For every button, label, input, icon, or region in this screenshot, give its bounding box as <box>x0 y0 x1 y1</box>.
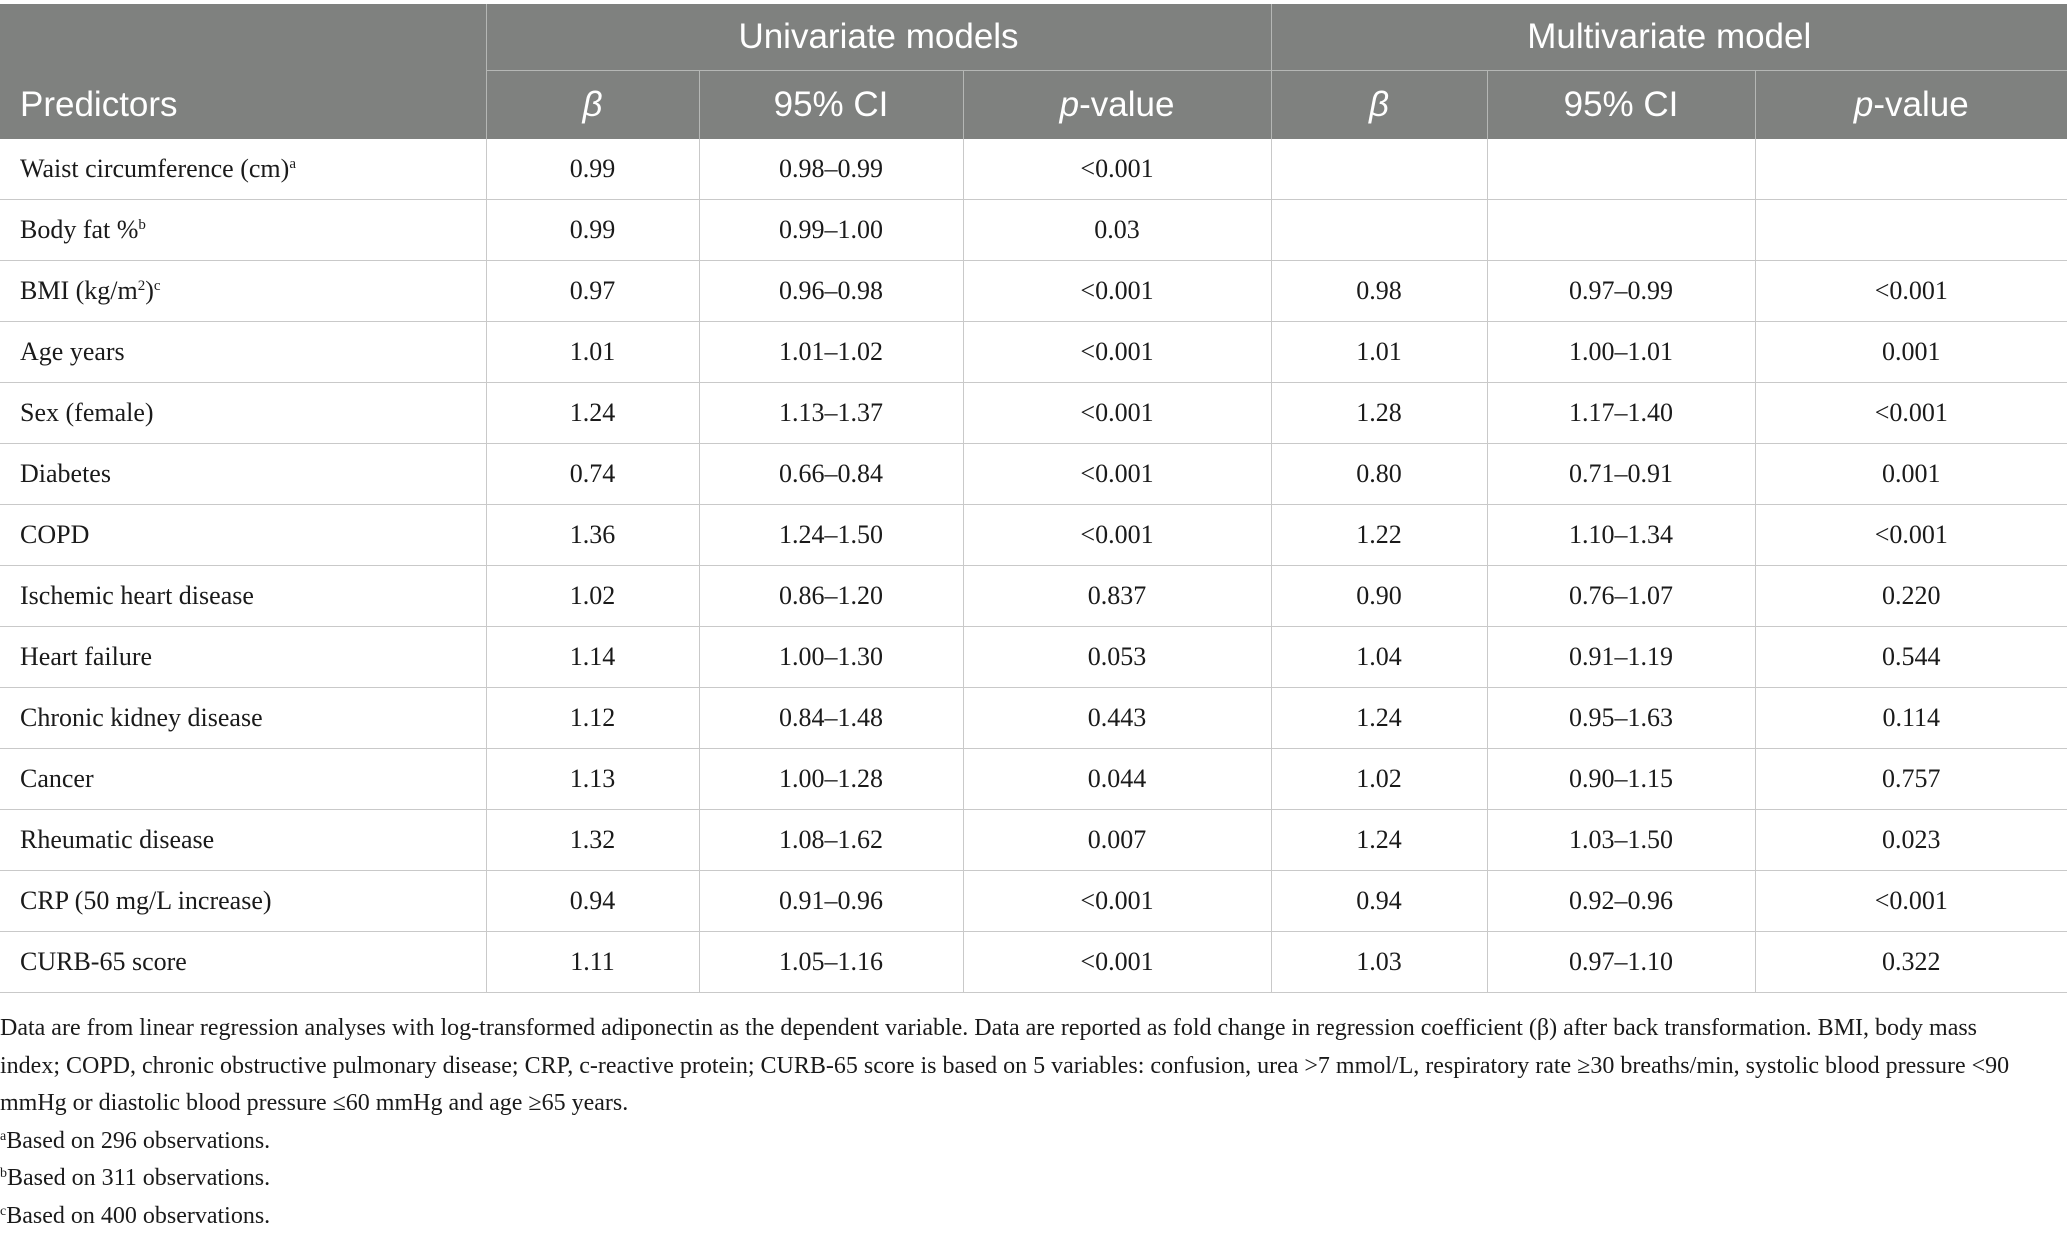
predictor-cell <box>0 932 486 993</box>
univariate-ci-cell: 1.01–1.02 <box>699 322 963 383</box>
footnote-text: Based on 311 observations. <box>7 1165 271 1191</box>
predictor-label: BMI (kg/m <box>20 276 138 305</box>
table-row <box>0 871 2067 932</box>
footnote-text: Based on 400 observations. <box>6 1202 271 1229</box>
predictor-cell <box>0 444 486 505</box>
table-body <box>0 139 2067 993</box>
univariate-ci-cell: 1.00–1.28 <box>699 749 963 810</box>
univariate-p-cell: 0.044 <box>963 749 1271 810</box>
predictor-label: Cancer <box>20 764 94 793</box>
multivariate-beta-cell: 1.24 <box>1271 810 1487 871</box>
univariate-p-cell: <0.001 <box>963 383 1271 444</box>
multivariate-beta-cell: 1.04 <box>1271 627 1487 688</box>
univariate-ci-cell: 1.05–1.16 <box>699 932 963 993</box>
multivariate-p-cell: <0.001 <box>1755 505 2067 566</box>
multivariate-beta-cell: 1.03 <box>1271 932 1487 993</box>
multivariate-ci-cell <box>1487 200 1755 261</box>
multivariate-p-cell: 0.220 <box>1755 566 2067 627</box>
multivariate-beta-header: β <box>1271 71 1487 140</box>
univariate-p-cell: 0.443 <box>963 688 1271 749</box>
predictor-label: Body fat % <box>20 215 139 244</box>
footnote <box>0 1160 2030 1198</box>
univariate-p-cell: <0.001 <box>963 871 1271 932</box>
predictor-label: Chronic kidney disease <box>20 703 263 732</box>
multivariate-ci-cell: 1.10–1.34 <box>1487 505 1755 566</box>
p-letter: p <box>1059 85 1080 124</box>
multivariate-ci-cell: 0.71–0.91 <box>1487 444 1755 505</box>
predictor-label: COPD <box>20 520 90 549</box>
p-letter: p <box>1853 85 1874 124</box>
univariate-ci-cell: 0.84–1.48 <box>699 688 963 749</box>
univariate-p-cell: <0.001 <box>963 261 1271 322</box>
predictor-cell <box>0 627 486 688</box>
predictor-label: Waist circumference (cm) <box>20 154 290 183</box>
footnote-marker: c <box>153 278 161 294</box>
predictor-label: CRP (50 mg/L increase) <box>20 886 272 915</box>
univariate-ci-cell: 0.86–1.20 <box>699 566 963 627</box>
multivariate-beta-cell <box>1271 139 1487 200</box>
notes-main: Data are from linear regression analyses with log-transformed adiponectin as the dependent variable. Data are reported as fold change in regression coefficient (β) after back transformation. BMI, body mass index; COPD, chronic obstructive pulmonary disease; CRP, c-reactive protein; CURB-65 score is based on 5 variables: confusion, urea >7 mmol/L, respiratory rate ≥30 breaths/min, systolic blood pressure <90 mmHg or diastolic blood pressure ≤60 mmHg and age ≥65 years. <box>0 1015 2010 1116</box>
univariate-ci-cell: 0.96–0.98 <box>699 261 963 322</box>
univariate-ci-cell: 1.13–1.37 <box>699 383 963 444</box>
multivariate-beta-cell: 0.94 <box>1271 871 1487 932</box>
univariate-beta-cell: 1.02 <box>486 566 699 627</box>
predictor-cell <box>0 322 486 383</box>
footnote-marker: b <box>138 217 146 233</box>
multivariate-ci-cell: 1.03–1.50 <box>1487 810 1755 871</box>
multivariate-p-cell: 0.757 <box>1755 749 2067 810</box>
multivariate-ci-cell: 0.92–0.96 <box>1487 871 1755 932</box>
predictor-cell <box>0 688 486 749</box>
footnotes-list <box>0 1123 2030 1236</box>
predictor-cell <box>0 139 486 200</box>
univariate-ci-header: 95% CI <box>699 71 963 140</box>
predictor-cell <box>0 749 486 810</box>
univariate-ci-cell: 0.98–0.99 <box>699 139 963 200</box>
multivariate-ci-cell: 0.76–1.07 <box>1487 566 1755 627</box>
predictor-label: Heart failure <box>20 642 153 671</box>
univariate-p-cell: 0.03 <box>963 200 1271 261</box>
multivariate-beta-cell: 1.28 <box>1271 383 1487 444</box>
predictors-header: Predictors <box>0 71 486 140</box>
regression-table <box>0 4 2067 993</box>
multivariate-p-cell: 0.001 <box>1755 322 2067 383</box>
multivariate-p-cell: <0.001 <box>1755 383 2067 444</box>
footnote-mark: b <box>0 1166 7 1181</box>
univariate-beta-cell: 0.94 <box>486 871 699 932</box>
predictor-label: Sex (female) <box>20 398 154 427</box>
univariate-beta-cell: 1.12 <box>486 688 699 749</box>
predictor-label: CURB-65 score <box>20 947 187 976</box>
univariate-p-cell: <0.001 <box>963 505 1271 566</box>
univariate-ci-cell: 1.00–1.30 <box>699 627 963 688</box>
multivariate-ci-header: 95% CI <box>1487 71 1755 140</box>
univariate-ci-cell: 1.24–1.50 <box>699 505 963 566</box>
multivariate-p-cell: 0.544 <box>1755 627 2067 688</box>
predictor-label: Age years <box>20 337 125 366</box>
predictor-cell <box>0 383 486 444</box>
predictor-label: Ischemic heart disease <box>20 581 254 610</box>
predictor-label: Diabetes <box>20 459 111 488</box>
table-row <box>0 383 2067 444</box>
table-row <box>0 200 2067 261</box>
multivariate-beta-cell: 1.24 <box>1271 688 1487 749</box>
univariate-ci-cell: 0.66–0.84 <box>699 444 963 505</box>
multivariate-p-cell: 0.114 <box>1755 688 2067 749</box>
multivariate-p-cell: 0.001 <box>1755 444 2067 505</box>
multivariate-p-cell: <0.001 <box>1755 871 2067 932</box>
footnote <box>0 1198 2030 1236</box>
univariate-p-cell: 0.053 <box>963 627 1271 688</box>
univariate-p-cell: <0.001 <box>963 322 1271 383</box>
multivariate-beta-cell: 1.01 <box>1271 322 1487 383</box>
univariate-beta-cell: 1.11 <box>486 932 699 993</box>
univariate-ci-cell: 0.99–1.00 <box>699 200 963 261</box>
multivariate-p-header <box>1755 71 2067 140</box>
unit-superscript: 2 <box>137 278 146 294</box>
univariate-beta-cell: 1.14 <box>486 627 699 688</box>
column-header-row <box>0 71 2067 140</box>
multivariate-p-cell: 0.023 <box>1755 810 2067 871</box>
univariate-beta-cell: 1.36 <box>486 505 699 566</box>
multivariate-ci-cell: 0.95–1.63 <box>1487 688 1755 749</box>
multivariate-p-cell: 0.322 <box>1755 932 2067 993</box>
predictor-label: Rheumatic disease <box>20 825 215 854</box>
univariate-ci-cell: 1.08–1.62 <box>699 810 963 871</box>
multivariate-ci-cell: 1.17–1.40 <box>1487 383 1755 444</box>
multivariate-p-cell: <0.001 <box>1755 261 2067 322</box>
p-suffix: -value <box>1079 85 1175 124</box>
predictor-cell <box>0 505 486 566</box>
table-row <box>0 322 2067 383</box>
predictor-cell <box>0 261 486 322</box>
multivariate-ci-cell: 0.97–0.99 <box>1487 261 1755 322</box>
univariate-beta-cell: 0.99 <box>486 200 699 261</box>
multivariate-beta-cell <box>1271 200 1487 261</box>
multivariate-beta-cell: 0.98 <box>1271 261 1487 322</box>
multivariate-ci-cell <box>1487 139 1755 200</box>
predictor-cell <box>0 871 486 932</box>
table-row <box>0 139 2067 200</box>
multivariate-beta-cell: 1.02 <box>1271 749 1487 810</box>
regression-table-container <box>0 4 2067 993</box>
table-row <box>0 444 2067 505</box>
footnote-mark: c <box>0 1203 7 1219</box>
univariate-ci-cell: 0.91–0.96 <box>699 871 963 932</box>
multivariate-ci-cell: 1.00–1.01 <box>1487 322 1755 383</box>
table-row <box>0 505 2067 566</box>
group-header-row <box>0 4 2067 71</box>
table-row <box>0 627 2067 688</box>
predictor-cell <box>0 810 486 871</box>
group-header-spacer <box>0 4 486 71</box>
predictor-cell <box>0 566 486 627</box>
univariate-p-cell: 0.837 <box>963 566 1271 627</box>
multivariate-ci-cell: 0.97–1.10 <box>1487 932 1755 993</box>
univariate-p-cell: <0.001 <box>963 444 1271 505</box>
table-row <box>0 810 2067 871</box>
univariate-p-cell: <0.001 <box>963 139 1271 200</box>
univariate-p-cell: 0.007 <box>963 810 1271 871</box>
table-row <box>0 749 2067 810</box>
table-row <box>0 566 2067 627</box>
multivariate-p-cell <box>1755 200 2067 261</box>
multivariate-beta-cell: 1.22 <box>1271 505 1487 566</box>
footnote-mark: a <box>0 1128 7 1144</box>
multivariate-beta-cell: 0.90 <box>1271 566 1487 627</box>
table-row <box>0 261 2067 322</box>
predictor-cell <box>0 200 486 261</box>
table-row <box>0 688 2067 749</box>
univariate-beta-header: β <box>486 71 699 140</box>
univariate-beta-cell: 1.24 <box>486 383 699 444</box>
univariate-group-header: Univariate models <box>486 4 1271 71</box>
table-notes <box>0 1010 2030 1235</box>
univariate-beta-cell: 0.99 <box>486 139 699 200</box>
multivariate-group-header: Multivariate model <box>1271 4 2067 71</box>
multivariate-p-cell <box>1755 139 2067 200</box>
univariate-p-header <box>963 71 1271 140</box>
multivariate-ci-cell: 0.91–1.19 <box>1487 627 1755 688</box>
multivariate-beta-cell: 0.80 <box>1271 444 1487 505</box>
footnote <box>0 1123 2030 1161</box>
footnote-text: Based on 296 observations. <box>6 1127 271 1154</box>
univariate-beta-cell: 0.74 <box>486 444 699 505</box>
univariate-beta-cell: 1.32 <box>486 810 699 871</box>
univariate-beta-cell: 1.13 <box>486 749 699 810</box>
footnote-marker: a <box>289 156 296 172</box>
p-suffix: -value <box>1873 85 1969 124</box>
multivariate-ci-cell: 0.90–1.15 <box>1487 749 1755 810</box>
univariate-p-cell: <0.001 <box>963 932 1271 993</box>
univariate-beta-cell: 1.01 <box>486 322 699 383</box>
table-row <box>0 932 2067 993</box>
univariate-beta-cell: 0.97 <box>486 261 699 322</box>
table-header <box>0 4 2067 139</box>
predictor-label-suffix: ) <box>145 276 154 305</box>
